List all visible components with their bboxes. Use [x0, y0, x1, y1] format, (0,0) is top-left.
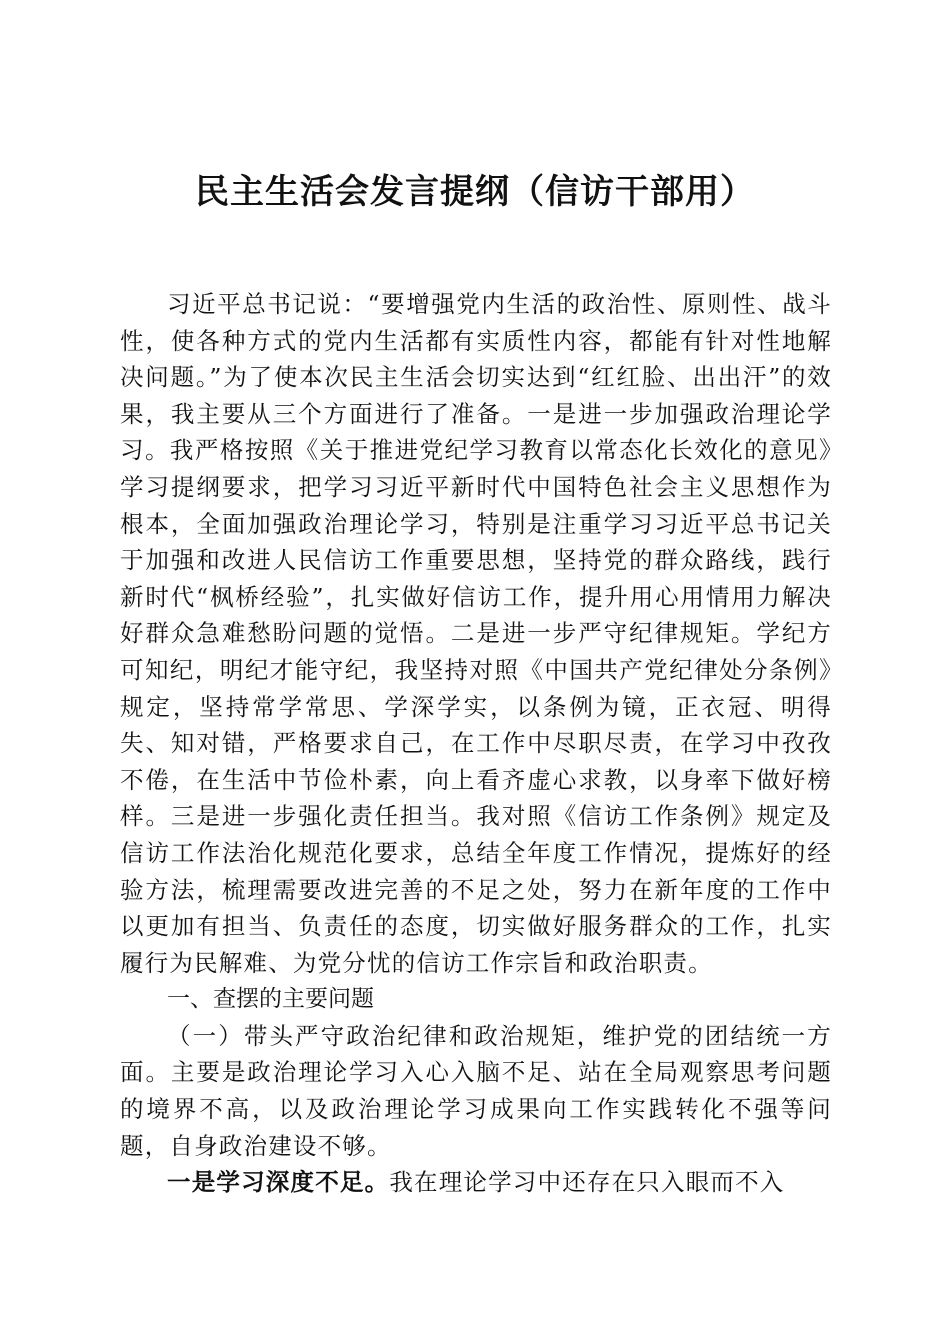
section-heading: 一、查摆的主要问题 — [167, 986, 374, 1013]
point-one-text: 我在理论学习中还存在只入眼而不入 — [389, 1168, 785, 1197]
document-title: 民主生活会发言提纲（信访干部用） — [195, 172, 755, 212]
point-one-paragraph — [120, 1164, 832, 1201]
subsection-paragraph: （一）带头严守政治纪律和政治规矩，维护党的团结统一方面。主要是政治理论学习入心入脑不足、站在全局观察思考问题的境界不高，以及政治理论学习成果向工作实践转化不强等问题，自身政治建设不够。 — [120, 1021, 832, 1160]
point-one-lead: 一是学习深度不足。 — [167, 1168, 390, 1197]
document-body — [120, 286, 832, 1201]
intro-paragraph: 习近平总书记说：“要增强党内生活的政治性、原则性、战斗性，使各种方式的党内生活都有实质性内容，都能有针对性地解决问题。”为了使本次民主生活会切实达到“红红脸、出出汗”的效果，我主要从三个方面进行了准备。一是进一步加强政治理论学习。我严格按照《关于推进党纪学习教育以常态化长效化的意见》学习提纲要求，把学习习近平新时代中国特色社会主义思想作为根本，全面加强政治理论学习，特别是注重学习习近平总书记关于加强和改进人民信访工作重要思想，坚持党的群众路线，践行新时代“枫桥经验”，扎实做好信访工作，提升用心用情用力解决好群众急难愁盼问题的觉悟。二是进一步严守纪律规矩。学纪方可知纪，明纪才能守纪，我坚持对照《中国共产党纪律处分条例》规定，坚持常学常思、学深学实，以条例为镜，正衣冠、明得失、知对错，严格要求自己，在工作中尽职尽责，在学习中孜孜不倦，在生活中节俭朴素，向上看齐虚心求教，以身率下做好榜样。三是进一步强化责任担当。我对照《信访工作条例》规定及信访工作法治化规范化要求，总结全年度工作情况，提炼好的经验方法，梳理需要改进完善的不足之处，努力在新年度的工作中以更加有担当、负责任的态度，切实做好服务群众的工作，扎实履行为民解难、为党分忧的信访工作宗旨和政治职责。 — [120, 290, 832, 977]
